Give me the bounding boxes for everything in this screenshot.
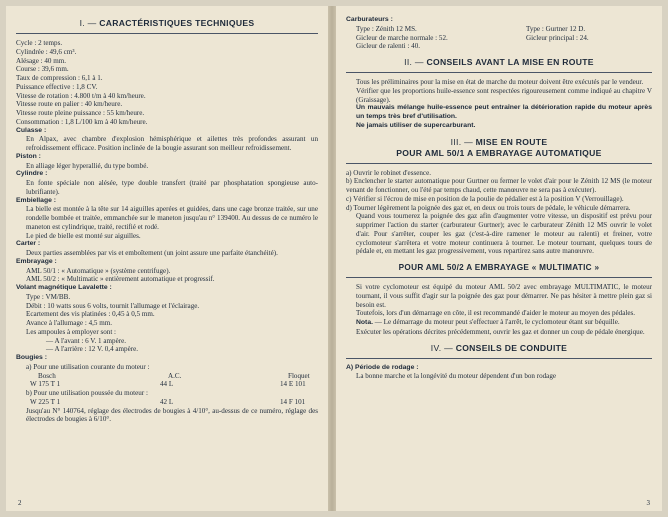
conseils-warning-2: Ne jamais utiliser de supercarburant.	[356, 121, 476, 129]
steps-continuation: Quand vous tournerez la poignée des gaz afin d'augmenter votre vitesse, un dispositif est prévu pour supprimer l'action du starter (carburateur Gurtner); avec le carburateur Zénith 12 MS ouvrir le volet d'air. Pour s'arrêter, couper les gaz (c'est-à-dire ramener le moteur au ralenti) et freiner, votre cyclomoteur s'arrêtera et votre moteur continuera à tourner. Le moteur tournant, quelques tours de pédale et, en mettant les gaz progressivement, vous repartirez sans autre manœuvre.	[356, 212, 652, 256]
page-number-left: 2	[18, 499, 22, 507]
bougies-cell: W 175 T 1	[30, 380, 61, 389]
spec-line: Vitesse route pleine puissance : 55 km/heure.	[16, 109, 145, 117]
carb-row	[346, 42, 652, 51]
bougies-cell: 44 L	[160, 380, 174, 389]
bougies-col-floquet: Floquet	[288, 371, 310, 380]
section-heading-2	[346, 57, 652, 68]
bougies-col-bosch: Bosch	[38, 371, 56, 380]
embiellage-text-2: Le pied de bielle est monté sur aiguilles.	[26, 231, 141, 240]
bougies-cell: W 225 T 1	[30, 397, 61, 406]
ampoule-line: — A l'arrière : 12 V. 0,4 ampère.	[46, 345, 139, 354]
book-gutter	[328, 6, 336, 511]
heading-text: CARACTÉRISTIQUES TECHNIQUES	[99, 18, 255, 28]
heading-rule	[346, 163, 652, 164]
carb-cell: Gicleur de ralenti : 40.	[356, 42, 421, 51]
spec-line: Consommation : 1,8 L/100 km à 40 km/heure.	[16, 117, 148, 126]
spec-line: Cycle : 2 temps.	[16, 39, 63, 47]
nota-label: Nota.	[356, 319, 373, 326]
carb-cell: Type : Gurtner 12 D.	[526, 24, 586, 33]
section-heading-4	[346, 343, 652, 354]
spec-line: Alésage : 40 mm.	[16, 56, 67, 65]
carburateurs-title: Carburateurs :	[346, 16, 393, 23]
nota-paragraph	[346, 318, 652, 328]
multimatic-paragraph: Exécuter les opérations décrites précédemment, ouvrir les gaz et donner un coup de pédale énergique.	[356, 327, 645, 336]
spec-line: Vitesse de rotation : 4.800 t/m à 40 km/heure.	[16, 91, 146, 100]
volant-title: Volant magnétique Lavalette :	[16, 284, 112, 291]
heading-rule	[346, 358, 652, 359]
bougies-header-row	[16, 372, 318, 381]
bougies-b: b) Pour une utilisation poussée du moteur :	[26, 389, 148, 397]
conseils-warning: Un mauvais mélange huile-essence peut entraîner la détérioration rapide du moteur après un temps très bref d'utilisation.	[356, 104, 652, 120]
carter-title: Carter :	[16, 240, 41, 248]
page-number-right: 3	[646, 499, 650, 507]
rodage-text: La bonne marche et la longévité du moteur dépendent d'un bon rodage	[356, 372, 557, 381]
carb-row	[346, 34, 652, 43]
carb-cell: Gicleur de marche normale : 52.	[356, 33, 448, 42]
conseils-paragraph: Tous les préliminaires pour la mise en état de marche du moteur doivent être exécutés par le vendeur.	[356, 78, 644, 86]
embrayage-line: AML 50/1 : « Automatique » (système centrifuge).	[26, 266, 171, 275]
bougies-cell: 14 E 101	[280, 380, 306, 389]
cylindre-title: Cylindre :	[16, 170, 48, 178]
step-item: a) Ouvrir le robinet d'essence.	[346, 168, 431, 177]
carb-cell: Type : Zénith 12 MS.	[356, 24, 417, 33]
heading-text: CONSEILS DE CONDUITE	[455, 342, 568, 353]
bougies-cell: 42 L	[160, 397, 174, 406]
step-item: c) Vérifier si l'écrou de mise en position de la poulie de pédalier est à la position V (Verrouillage).	[346, 194, 624, 203]
heading-number: II. —	[404, 57, 424, 67]
spec-list	[16, 39, 318, 127]
culasse-title: Culasse :	[16, 126, 47, 134]
bougies-cell: 14 F 101	[280, 397, 306, 406]
culasse-text: En Alpax, avec chambre d'explosion hémisphérique et ailettes très profondes assurant un refroidissement efficace. Position inclinée de la bougie assurant son meilleur refroidissement.	[26, 135, 318, 152]
volant-line: Ecartement des vis platinées : 0,45 à 0,5 mm.	[26, 310, 155, 319]
heading-rule	[346, 277, 652, 278]
step-item: b) Enclencher le starter automatique pour Gurtner ou fermer le volet d'air pour le Zénith 12 MS (le moteur venant de fonctionner, ou l'été par temps chaud, cette manœuvre ne sera pas à exécuter).	[346, 177, 652, 194]
carb-cell: Gicleur principal : 24.	[526, 33, 589, 42]
bougies-row	[16, 380, 318, 389]
carter-text: Deux parties assemblées par vis et emboîtement (un joint assure une parfaite étanchéité).	[26, 249, 278, 257]
volant-line: Avance à l'allumage : 4,5 mm.	[26, 319, 113, 327]
embrayage-line: AML 50/2 : « Multimatic » entièrement automatique et progressif.	[26, 275, 215, 284]
spec-line: Cylindrée : 49,6 cm³.	[16, 47, 77, 56]
embiellage-title: Embiellage :	[16, 196, 57, 204]
ampoules-intro: Les ampoules à employer sont :	[26, 327, 117, 336]
heading-number: I. —	[79, 18, 97, 28]
bougies-row	[16, 398, 318, 407]
piston-title: Piston :	[16, 152, 41, 160]
bougies-title: Bougies :	[16, 354, 47, 361]
spec-line: Puissance effective : 1,8 CV.	[16, 82, 98, 91]
section-heading-3	[346, 137, 652, 148]
section-heading-multimatic: POUR AML 50/2 A EMBRAYAGE « MULTIMATIC »	[398, 263, 600, 272]
volant-line: Débit : 10 watts sous 6 volts, tournit l'allumage et l'éclairage.	[26, 301, 200, 310]
spec-line: Vitesse route en palier : 40 km/heure.	[16, 100, 123, 109]
nota-text: — Le démarrage du moteur peut s'effectuer à l'arrêt, le cyclomoteur étant sur béquille.	[373, 318, 620, 326]
heading-number: IV. —	[430, 342, 453, 353]
cylindre-text: En fonte spéciale non alésée, type double transfert (traité par phosphatation spongieuse auto-lubrifiante).	[26, 179, 318, 196]
section-subheading-3: POUR AML 50/1 A EMBRAYAGE AUTOMATIQUE	[396, 147, 602, 158]
heading-number: III. —	[450, 136, 473, 147]
right-page	[336, 6, 662, 511]
spec-line: Course : 39,6 mm.	[16, 65, 69, 74]
left-page	[6, 6, 328, 511]
conseils-paragraph: Vérifier que les proportions huile-essence sont respectées rigoureusement comme indiqué au chapitre V (Graissage).	[356, 86, 652, 104]
rodage-title: A) Période de rodage :	[346, 363, 419, 371]
heading-text: MISE EN ROUTE	[475, 136, 548, 147]
multimatic-paragraph: Toutefois, lors d'un démarrage en côte, il est recommandé d'aider le moteur au moyen des pédales.	[356, 309, 636, 318]
volant-line: Type : VM/BB.	[26, 292, 71, 301]
bougies-col-ac: A.C.	[168, 371, 182, 380]
heading-rule	[346, 72, 652, 73]
carb-row	[346, 25, 652, 34]
embiellage-text: La bielle est montée à la tête sur 14 aiguilles aperées et guidées, dans une cage bronze traitée, sur une rondelle bombée et traitée, emmanchée sur le maneton jusqu'au n° 139400. Au dessus de ce numéro le maneton est cylindrique, traité, rectifié et rodé.	[26, 205, 318, 231]
left-column	[16, 16, 318, 493]
heading-text: CONSEILS AVANT LA MISE EN ROUTE	[426, 57, 594, 67]
heading-rule	[16, 33, 318, 34]
section-heading-1	[16, 18, 318, 29]
ampoule-line: — A l'avant : 6 V. 1 ampère.	[46, 336, 127, 345]
spec-line: Taux de compression : 6,1 à 1.	[16, 74, 103, 82]
step-item: d) Tourner légèrement la poignée des gaz et, en deux ou trois tours de pédale, le véhicule démarrera.	[346, 203, 631, 212]
piston-text: En alliage léger hyperallié, du type bombé.	[26, 161, 149, 170]
bougies-end: Jusqu'au N° 140764, réglage des électrodes de bougies à 4/10°, au-dessus de ce numéro, réglage des électrodes de bougies à 6/10°.	[26, 406, 318, 424]
bougies-a: a) Pour une utilisation courante du moteur :	[26, 362, 150, 371]
embrayage-title: Embrayage :	[16, 257, 57, 265]
multimatic-paragraph: Si votre cyclomoteur est équipé du moteur AML 50/2 avec embrayage MULTIMATIC, le moteur tournant, il vous suffit d'agir sur la poignée des gaz pour démarrer. Ne pas hésiter à mettre plein gaz si besoin est.	[356, 283, 652, 309]
right-column	[346, 16, 652, 493]
